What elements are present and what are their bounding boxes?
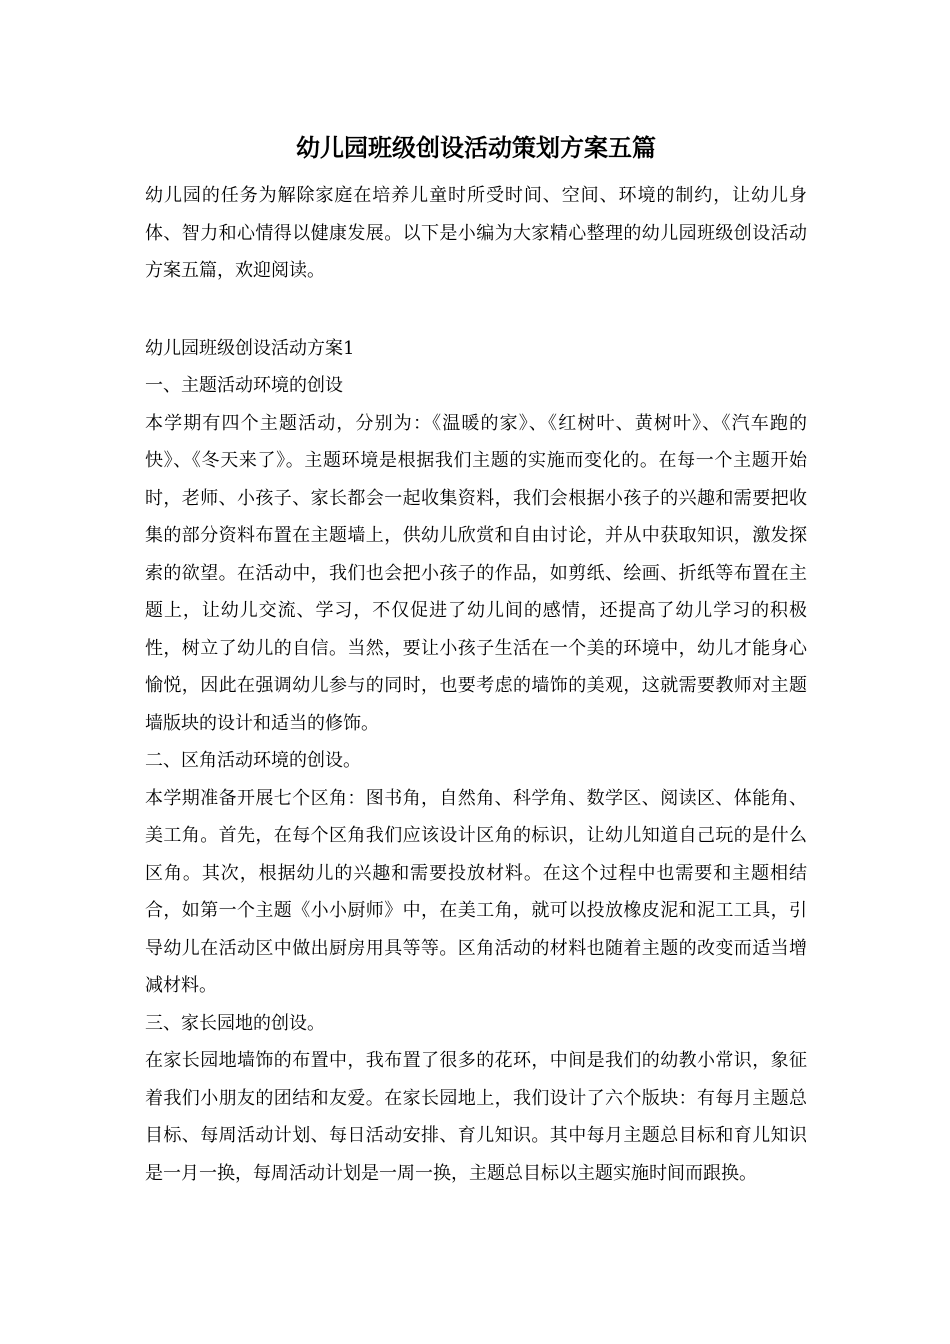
plan-heading: 幼儿园班级创设活动方案1 [145, 337, 355, 359]
intro-paragraph: 幼儿园的任务为解除家庭在培养儿童时所受时间、空间、环境的制约，让幼儿身体、智力和心情得以健康发展。以下是小编为大家精心整理的幼儿园班级创设活动方案五篇，欢迎阅读。 [145, 185, 807, 281]
section-body-theme-environment: 本学期有四个主题活动，分别为：《温暖的家》、《红树叶、黄树叶》、《汽车跑的快》、《冬天来了》。主题环境是根据我们主题的实施而变化的。在每一个主题开始时，老师、小孩子、家长都会一起收集资料，我们会根据小孩子的兴趣和需要把收集的部分资料布置在主题墙上，供幼儿欣赏和自由讨论，并从中获取知识，激发探索的欲望。在活动中，我们也会把小孩子的作品，如剪纸、绘画、折纸等布置在主题上，让幼儿交流、学习，不仅促进了幼儿间的感情，还提高了幼儿学习的积极性，树立了幼儿的自信。当然，要让小孩子生活在一个美的环境中，幼儿才能身心愉悦，因此在强调幼儿参与的同时，也要考虑的墙饰的美观，这就需要教师对主题墙版块的设计和适当的修饰。 [145, 412, 807, 734]
document-title: 幼儿园班级创设活动策划方案五篇 [296, 133, 656, 162]
document-body [145, 128, 807, 1192]
section-body-parent-garden: 在家长园地墙饰的布置中，我布置了很多的花环，中间是我们的幼教小常识，象征着我们小朋友的团结和友爱。在家长园地上，我们设计了六个版块：有每月主题总目标、每周活动计划、每日活动安排、育儿知识。其中每月主题总目标和育儿知识是一月一换，每周活动计划是一周一换，主题总目标以主题实施时间而跟换。 [145, 1050, 807, 1184]
section-body-corner-environment: 本学期准备开展七个区角：图书角，自然角、科学角、数学区、阅读区、体能角、美工角。首先，在每个区角我们应该设计区角的标识，让幼儿知道自己玩的是什么区角。其次，根据幼儿的兴趣和需要投放材料。在这个过程中也需要和主题相结合，如第一个主题《小小厨师》中，在美工角，就可以投放橡皮泥和泥工工具，引导幼儿在活动区中做出厨房用具等等。区角活动的材料也随着主题的改变而适当增减材料。 [145, 787, 807, 996]
section-heading-parent-garden: 三、家长园地的创设。 [145, 1012, 325, 1034]
paragraph-spacer [145, 290, 807, 330]
section-heading-corner-environment: 二、区角活动环境的创设。 [145, 750, 361, 771]
section-heading-theme-environment: 一、主题活动环境的创设 [145, 375, 343, 396]
